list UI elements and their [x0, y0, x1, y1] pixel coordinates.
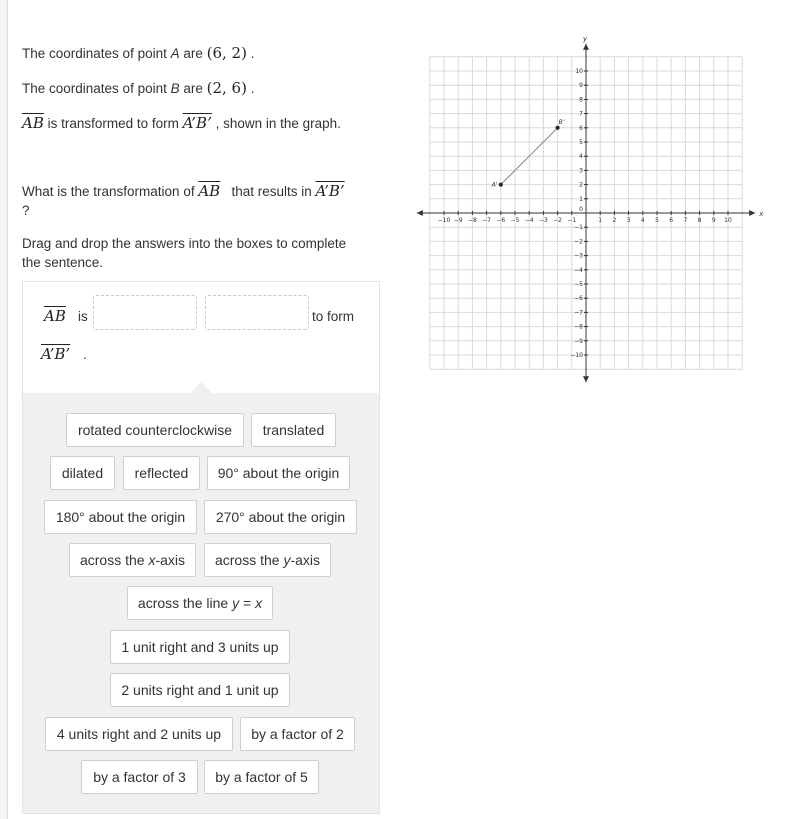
y-tick-label: 8	[579, 96, 583, 104]
x-axis-arrow-right	[749, 210, 755, 216]
tile-rotated-counterclockwise[interactable]: rotated counterclockwise	[66, 413, 244, 447]
y-tick-label: −9	[574, 337, 583, 345]
tile-dilated[interactable]: dilated	[50, 456, 115, 490]
text-fragment: are	[179, 46, 207, 61]
y-tick-label: −3	[574, 252, 583, 260]
y-tick-label: 7	[579, 110, 583, 118]
coordinates-a-text	[22, 44, 254, 63]
text-fragment: .	[246, 46, 255, 61]
answer-bank-pointer	[190, 382, 212, 393]
tile-variable: x	[148, 552, 156, 568]
y-tick-label: 3	[579, 167, 583, 175]
y-tick-label: 9	[579, 82, 583, 90]
tile-text: =	[239, 595, 256, 611]
y-tick-label: −4	[574, 266, 583, 274]
y-tick-label: 4	[579, 153, 583, 161]
tile-across-x-axis[interactable]	[69, 543, 196, 577]
tile-text: across the	[214, 552, 284, 568]
instructions-text: Drag and drop the answers into the boxes to complete the sentence.	[22, 236, 347, 270]
segment-ab: $\overline{AB}$	[198, 182, 221, 200]
x-tick-label: 1	[598, 217, 603, 224]
question-mark: ?	[22, 203, 30, 218]
sentence-to-form: to form	[312, 309, 355, 324]
x-tick-label: 7	[683, 217, 688, 224]
text-fragment: The coordinates of point	[22, 46, 171, 61]
tile-text: across the line	[137, 595, 233, 611]
drop-box-2[interactable]	[205, 295, 309, 330]
y-tick-label: −7	[574, 309, 583, 317]
y-tick-label: −10	[570, 352, 583, 359]
tile-variable: x	[255, 595, 263, 611]
tile-text: -axis	[155, 552, 186, 568]
tile-text: across the	[79, 552, 149, 568]
y-tick-label: 10	[575, 68, 583, 75]
sentence-period: .	[83, 347, 87, 362]
point-b-prime-label: B’	[558, 118, 565, 126]
left-edge-rule	[0, 0, 8, 819]
x-tick-label: −6	[496, 217, 506, 224]
x-tick-label: 10	[724, 217, 732, 224]
tile-variable: y	[232, 595, 240, 611]
text-fragment: .	[246, 81, 255, 96]
x-tick-label: 6	[669, 217, 674, 224]
x-tick-label: 8	[697, 217, 702, 224]
x-tick-label: 3	[626, 217, 631, 224]
x-tick-label: −3	[538, 217, 548, 224]
tile-reflected[interactable]: reflected	[123, 456, 200, 490]
tile-across-line-y-equals-x[interactable]	[127, 586, 273, 620]
transform-statement	[22, 114, 341, 133]
y-tick-label: 5	[579, 139, 583, 146]
coords-a: (6, 2)	[206, 44, 247, 62]
point-b-prime	[556, 126, 560, 130]
x-tick-label: −2	[553, 217, 563, 224]
tile-variable: y	[283, 552, 291, 568]
x-tick-label: 2	[612, 217, 617, 224]
question-text	[22, 182, 367, 220]
drop-box-1[interactable]	[93, 295, 197, 330]
y-tick-label: 2	[579, 181, 583, 189]
point-a-prime-label: A’	[491, 181, 498, 189]
point-a-label: A	[170, 46, 180, 61]
y-tick-label: −2	[574, 238, 583, 246]
text-fragment: that results in	[227, 184, 316, 199]
origin-label: 0	[579, 206, 583, 213]
x-tick-label: −9	[453, 217, 463, 224]
tile-1-right-3-up[interactable]: 1 unit right and 3 units up	[110, 630, 290, 664]
y-tick-label: −1	[574, 224, 583, 232]
sentence-is: is	[78, 309, 88, 324]
y-tick-label: 6	[579, 124, 583, 132]
graph-axes	[417, 36, 764, 382]
x-tick-label: −4	[524, 217, 534, 224]
graph-plot	[491, 119, 565, 189]
answer-sentence	[22, 281, 380, 394]
segment-a-prime-b-prime: A’B’	[315, 182, 345, 200]
text-fragment: are	[179, 81, 207, 96]
x-tick-label: −8	[467, 217, 477, 224]
y-tick-label: −5	[574, 281, 583, 288]
text-fragment: is transformed to form	[43, 116, 183, 131]
x-tick-label: −10	[437, 217, 451, 224]
text-fragment: , shown in the graph.	[211, 116, 341, 131]
tile-translated[interactable]: translated	[251, 413, 336, 447]
point-a-prime	[499, 183, 503, 187]
x-tick-label: −5	[510, 217, 520, 224]
tile-270-about-origin[interactable]: 270° about the origin	[204, 500, 357, 534]
text-fragment: What is the transformation of	[22, 184, 199, 199]
y-axis-label: y	[583, 36, 588, 43]
y-axis-arrow-down	[583, 376, 589, 382]
coords-b: (2, 6)	[206, 79, 247, 97]
segment-ab: $\overline{AB}$	[44, 307, 66, 325]
y-tick-label: −8	[574, 323, 583, 331]
x-axis-arrow-left	[417, 210, 423, 216]
coordinate-graph	[400, 36, 770, 388]
tile-4-right-2-up[interactable]: 4 units right and 2 units up	[45, 717, 233, 751]
point-b-label: B	[170, 81, 180, 96]
tile-text: -axis	[290, 552, 321, 568]
text-fragment: The coordinates of point	[22, 81, 171, 96]
x-tick-label: −1	[567, 217, 577, 224]
x-tick-label: 9	[711, 217, 716, 224]
x-tick-label: 5	[655, 217, 659, 224]
x-tick-label: 4	[640, 217, 645, 224]
segment-a-prime-b-prime: A’B’	[182, 114, 212, 132]
tile-across-y-axis[interactable]	[204, 543, 331, 577]
tile-90-about-origin[interactable]: 90° about the origin	[207, 456, 350, 490]
x-axis-label: x	[759, 210, 764, 218]
y-tick-label: 1	[579, 195, 583, 203]
tile-factor-3[interactable]: by a factor of 3	[81, 760, 198, 794]
coordinates-b-text	[22, 79, 254, 98]
segment-a-prime-b-prime: A’B’	[41, 345, 71, 363]
x-tick-label: −7	[482, 217, 492, 224]
tile-factor-2[interactable]: by a factor of 2	[240, 717, 355, 751]
tile-factor-5[interactable]: by a factor of 5	[204, 760, 319, 794]
tile-2-right-1-up[interactable]: 2 units right and 1 unit up	[110, 673, 290, 707]
y-axis-arrow-up	[583, 44, 589, 50]
segment-ab: $\overline{AB}$	[22, 114, 44, 132]
tile-180-about-origin[interactable]: 180° about the origin	[44, 500, 197, 534]
y-tick-label: −6	[574, 295, 583, 303]
